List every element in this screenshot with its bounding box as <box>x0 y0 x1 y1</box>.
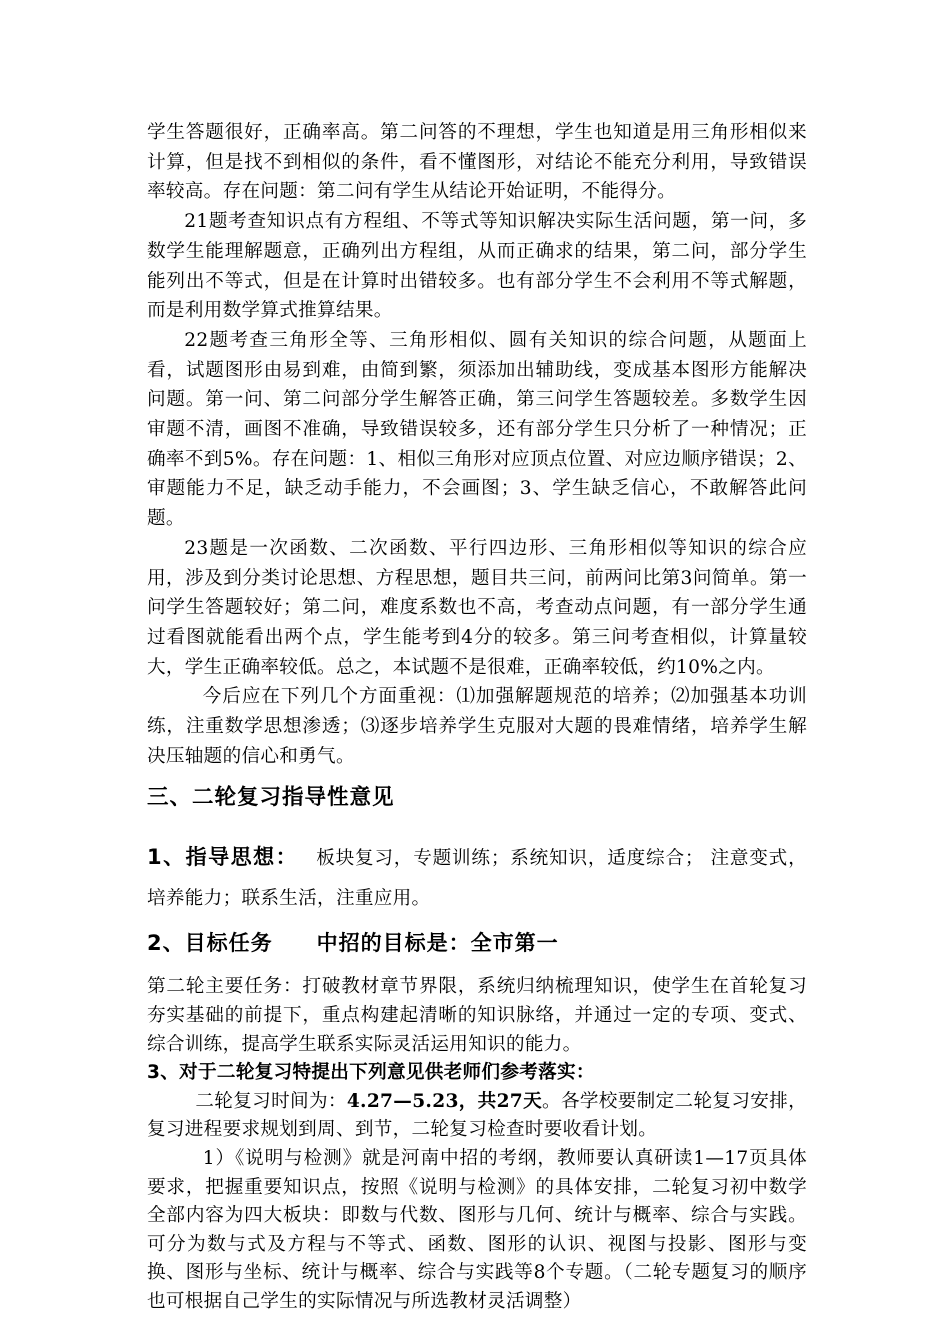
guiding-ideology-text: 板块复习，专题训练；系统知识，适度综合； 注意变式，培养能力；联系生活，注重应用。 <box>147 848 807 910</box>
review-time-range: 4.27—5.23，共27天 <box>346 1090 543 1112</box>
section-3-heading: 三、二轮复习指导性意见 <box>147 785 395 811</box>
paragraph-question-23: 23题是一次函数、二次函数、平行四边形、三角形相似等知识的综合应用，涉及到分类讨论思想、方程思想，题目共三问，前两问比第3问简单。第一问学生答题较好；第二问，难度系数也不高，考查动点问题，有一部分学生通过看图就能看出两个点，学生能考到4分的较多。第三问考查相似，计算量较大，学生正确率较低。总之，本试题不是很难，正确率较低，约10%之内。 <box>147 537 807 678</box>
review-time-prefix: 二轮复习时间为： <box>195 1090 347 1112</box>
paragraph-intro: 学生答题很好，正确率高。第二问答的不理想，学生也知道是用三角形相似来计算，但是找不到相似的条件，看不懂图形，对结论不能充分利用，导致错误率较高。存在问题：第二问有学生从结论开始证明，不能得分。 <box>147 122 807 203</box>
guiding-ideology <box>147 837 807 919</box>
item-3-heading: 3、对于二轮复习特提出下列意见供老师们参考落实： <box>147 1062 595 1084</box>
goal-task-label: 2、目标任务 <box>147 931 273 956</box>
paragraph-item-1: 1）《说明与检测》就是河南中招的考纲，教师要认真研读1—17页具体要求，把握重要知识点，按照《说明与检测》的具体安排，二轮复习初中数学全部内容为四大板块：即数与代数、图形与几何、统计与概率、综合与实践。可分为数与式及方程与不等式、函数、图形的认识、视图与投影、图形与变换、图形与坐标、统计与概率、综合与实践等8个专题。（二轮专题复习的顺序也可根据自己学生的实际情况与所选教材灵活调整） <box>147 1148 807 1312</box>
review-time <box>147 1088 807 1145</box>
goal-task <box>147 923 807 965</box>
paragraph-future-focus: 今后应在下列几个方面重视：⑴加强解题规范的培养；⑵加强基本功训练，注重数学思想渗透；⑶逐步培养学生克服对大题的畏难情绪，培养学生解决压轴题的信心和勇气。 <box>147 686 807 767</box>
guiding-ideology-label: 1、指导思想： <box>147 845 299 870</box>
paragraph-question-22: 22题考查三角形全等、三角形相似、圆有关知识的综合问题，从题面上看，试题图形由易到难，由简到繁，须添加出辅助线，变成基本图形方能解决问题。第一问、第二问部分学生解答正确，第三问学生答题较差。多数学生因审题不清，画图不准确，导致错误较多，还有部分学生只分析了一种情况；正确率不到5%。存在问题：1、相似三角形对应顶点位置、对应边顺序错误；2、审题能力不足，缺乏动手能力，不会画图；3、学生缺乏信心，不敢解答此问题。 <box>147 329 807 530</box>
paragraph-question-21: 21题考查知识点有方程组、不等式等知识解决实际生活问题，第一问，多数学生能理解题意，正确列出方程组，从而正确求的结果，第二问，部分学生能列出不等式，但是在计算时出错较多。也有部分学生不会利用不等式解题，而是利用数学算式推算结果。 <box>147 211 807 322</box>
goal-target: 中招的目标是：全市第一 <box>316 931 559 956</box>
document-page <box>147 118 807 1317</box>
paragraph-main-task: 第二轮主要任务：打破教材章节界限，系统归纳梳理知识，使学生在首轮复习夯实基础的前提下，重点构建起清晰的知识脉络，并通过一定的专项、变式、综合训练，提高学生联系实际灵活运用知识的能力。 <box>147 976 807 1055</box>
review-time-rest: 。各学校要制定二轮复习安排，复习进程要求规划到周、到节，二轮复习检查时要收看计划。 <box>147 1090 807 1141</box>
